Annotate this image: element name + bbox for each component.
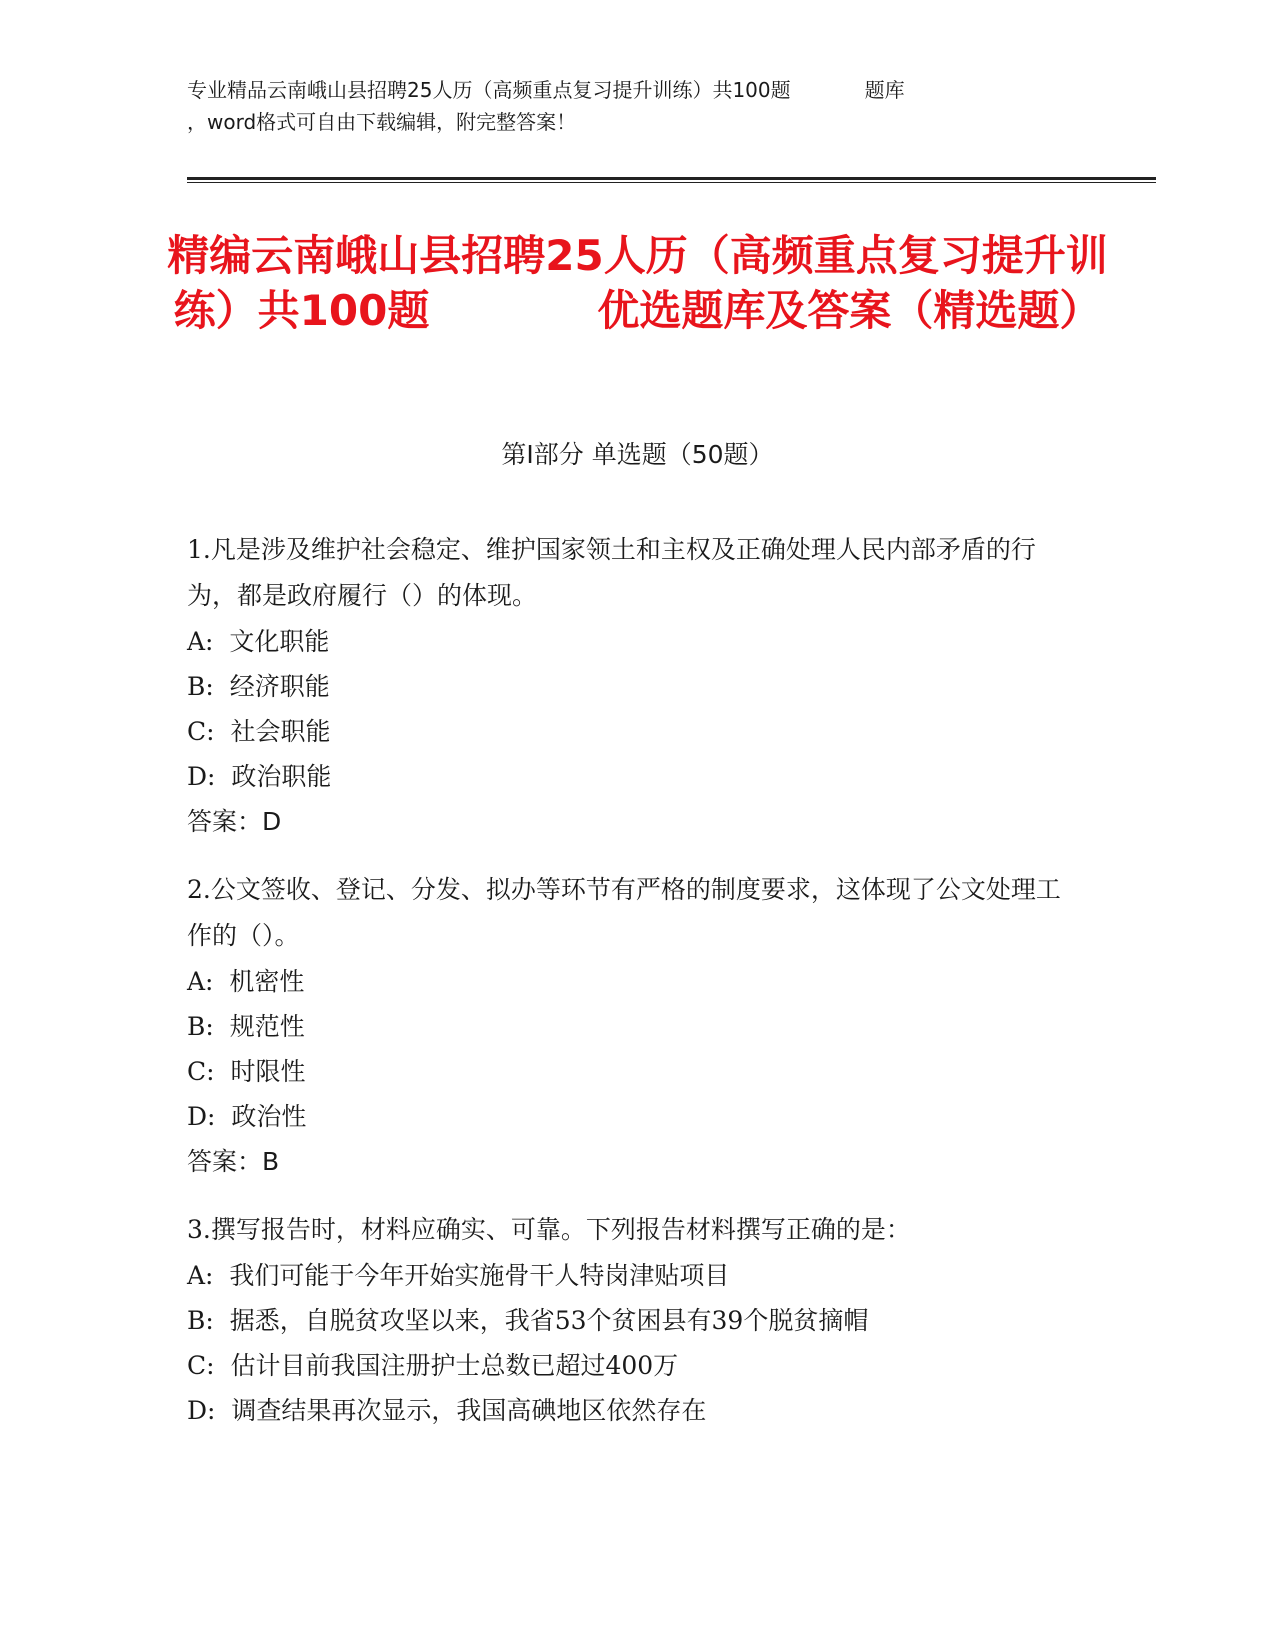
header-line-1 xyxy=(187,74,1087,106)
option-a: A: 文化职能 xyxy=(187,627,330,656)
question-stem: 1.凡是涉及维护社会稳定、维护国家领土和主权及正确处理人民内部矛盾的行为，都是政府履行（）的体现。 xyxy=(187,535,1036,610)
option-d: D: 调查结果再次显示，我国高碘地区依然存在 xyxy=(187,1396,707,1425)
option-b: B: 据悉，自脱贫攻坚以来，我省53个贫困县有39个脱贫摘帽 xyxy=(187,1306,869,1335)
question-stem: 3.撰写报告时，材料应确实、可靠。下列报告材料撰写正确的是： xyxy=(187,1215,911,1244)
header-divider-thick xyxy=(187,177,1156,180)
header-tag: 题库 xyxy=(864,78,905,102)
question-list xyxy=(187,527,1067,1456)
question-stem: 2.公文签收、登记、分发、拟办等环节有严格的制度要求，这体现了公文处理工作的（）。 xyxy=(187,875,1061,950)
option-b: B: 规范性 xyxy=(187,1012,305,1041)
header-line-2: ，word格式可自由下载编辑，附完整答案！ xyxy=(187,110,577,134)
header-divider-thin xyxy=(187,182,1156,183)
question-3 xyxy=(187,1207,1067,1433)
answer: 答案：B xyxy=(187,1147,280,1176)
option-c: C: 估计目前我国注册护士总数已超过400万 xyxy=(187,1351,679,1380)
section-title: 第Ⅰ部分 单选题（50题） xyxy=(501,440,774,469)
page-header xyxy=(187,74,1087,138)
option-b: B: 经济职能 xyxy=(187,672,330,701)
option-a: A: 我们可能于今年开始实施骨干人特岗津贴项目 xyxy=(187,1261,730,1290)
header-text: 专业精品云南峨山县招聘25人历（高频重点复习提升训练）共100题 xyxy=(187,78,791,102)
option-d: D: 政治职能 xyxy=(187,762,332,791)
option-d: D: 政治性 xyxy=(187,1102,307,1131)
answer: 答案：D xyxy=(187,807,282,836)
option-c: C: 社会职能 xyxy=(187,717,331,746)
question-1 xyxy=(187,527,1067,844)
question-2 xyxy=(187,867,1067,1184)
option-a: A: 机密性 xyxy=(187,967,305,996)
document-title: 精编云南峨山县招聘25人历（高频重点复习提升训练）共100题 优选题库及答案（精选题） xyxy=(167,231,1108,335)
option-c: C: 时限性 xyxy=(187,1057,306,1086)
